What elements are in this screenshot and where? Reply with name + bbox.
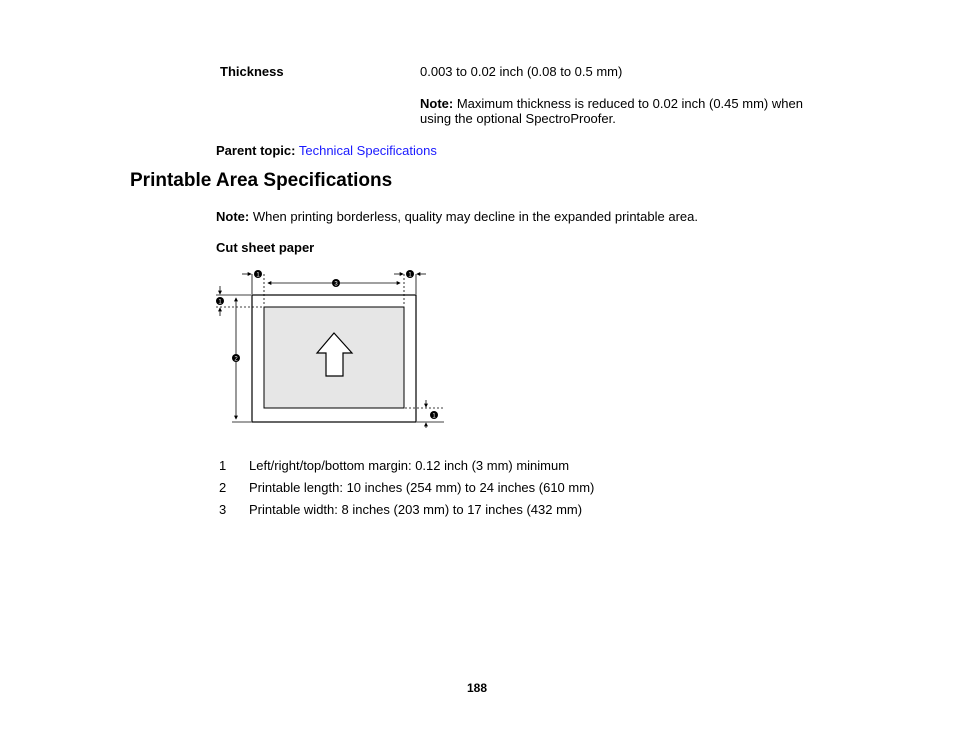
legend-number: 3 (219, 502, 227, 517)
list-item (219, 458, 594, 480)
printable-area-diagram (212, 266, 448, 428)
legend-number: 2 (219, 480, 227, 495)
note-text: When printing borderless, quality may decline in the expanded printable area. (249, 209, 698, 224)
parent-topic-label: Parent topic: (216, 143, 296, 158)
page-number: 188 (466, 681, 488, 695)
note-text: Maximum thickness is reduced to 0.02 inch (0.45 mm) when using the optional SpectroProofer. (420, 96, 803, 126)
thickness-label: Thickness (220, 64, 284, 79)
note-label: Note: (216, 209, 250, 224)
page-title: Printable Area Specifications (130, 170, 393, 191)
callout-label: 1 (218, 299, 222, 306)
thickness-note (420, 96, 820, 126)
legend-number: 1 (219, 458, 227, 473)
callout-label: 1 (256, 272, 260, 279)
parent-topic-link[interactable]: Technical Specifications (298, 143, 437, 158)
list-item (219, 502, 594, 524)
legend-list (219, 458, 594, 524)
parent-topic (216, 143, 437, 158)
callout-label: 3 (334, 281, 338, 288)
legend-text: Printable length: 10 inches (254 mm) to 24 inches (610 mm) (249, 480, 595, 495)
borderless-note (216, 209, 698, 224)
list-item (219, 480, 594, 502)
legend-text: Printable width: 8 inches (203 mm) to 17 inches (432 mm) (249, 502, 583, 517)
callout-label: 1 (408, 272, 412, 279)
cut-sheet-heading: Cut sheet paper (216, 240, 315, 255)
note-label: Note: (420, 96, 454, 111)
callout-label: 2 (234, 356, 238, 363)
callout-label: 1 (432, 413, 436, 420)
thickness-value: 0.003 to 0.02 inch (0.08 to 0.5 mm) (420, 64, 623, 79)
legend-text: Left/right/top/bottom margin: 0.12 inch (3 mm) minimum (249, 458, 570, 473)
